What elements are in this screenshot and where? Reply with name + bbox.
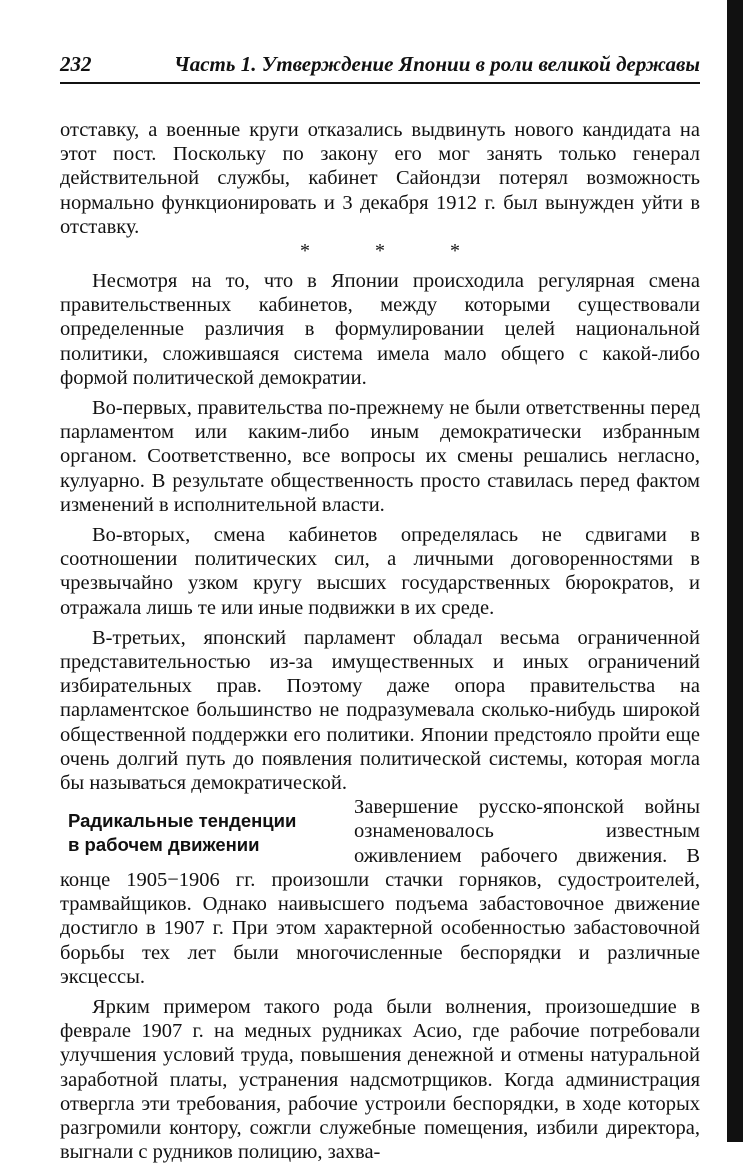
scan-edge-shadow: [727, 0, 743, 1142]
paragraph: Ярким примером такого рода были волнения, произошедшие в феврале 1907 г. на медных рудниках Асио, где рабочие потребовали улучшения условий труда, повышения денежной и отмены натуральной заработной платы, устранения надсмотрщиков. Когда администрация отвергла эти требования, рабочие устроили беспорядки, в ходе которых разгромили контору, сожгли служебные помещения, избили директора, выгнали с рудников полицию, захва-: [60, 995, 700, 1164]
section-heading-line: Радикальные тенденции: [68, 810, 297, 832]
section-separator: * * *: [300, 240, 460, 263]
section-heading-line: в рабочем движении: [68, 834, 260, 856]
paragraph: Во-первых, правительства по-прежнему не были ответственны перед парламентом или каким-либо иным демократически избранным органом. Соответственно, все вопросы их смены решались негласно, кулуарно. В результате общественность просто ставилась перед фактом изменений в исполнительной власти.: [60, 397, 700, 516]
running-title: Часть 1. Утверждение Японии в роли великой державы: [174, 52, 700, 76]
body-text: [60, 118, 700, 1164]
paragraph: В-третьих, японский парламент обладал весьма ограниченной представительностью из-за имущественных и иных ограничений избирательных прав. Поэтому даже опора правительства на парламентское большинство не подразумевала сколько-нибудь широкой общественной поддержки его политики. Японии предстояло пройти еще очень долгий путь до появления политической системы, которая могла бы называться демократической.: [60, 626, 700, 795]
paragraph-continued: отставку, а военные круги отказались выдвинуть нового кандидата на этот пост. Поскольку по закону его мог занять только генерал действительной службы, кабинет Сайондзи потерял возможность нормально функционировать и 3 декабря 1912 г. был вынужден уйти в отставку.: [60, 119, 700, 238]
section-heading: [60, 809, 340, 857]
page-header: [60, 50, 700, 84]
paragraph: Во-вторых, смена кабинетов определялась не сдвигами в соотношении политических сил, а личными договоренностями в чрезвычайно узком кругу высших государственных бюрократов, и отражала лишь те или иные подвижки в их среде.: [60, 524, 700, 619]
paragraph: Несмотря на то, что в Японии происходила регулярная смена правительственных кабинетов, между которыми существовали определенные различия в формулировании целей национальной политики, сложившаяся система имела мало общего с какой-либо формой политической демократии.: [60, 270, 700, 389]
paragraph: Завершение русско-японской войны ознаменовалось известным оживлением рабочего движения. В конце 1905−1906 гг. произошли стачки горняков, судостроителей, трамвайщиков. Однако наивысшего подъема забастовочное движение достигло в 1907 г. При этом характерной особенностью забастовочной борьбы тех лет были многочисленные беспорядки и различные эксцессы.: [60, 796, 700, 988]
page-number: 232: [60, 52, 92, 76]
